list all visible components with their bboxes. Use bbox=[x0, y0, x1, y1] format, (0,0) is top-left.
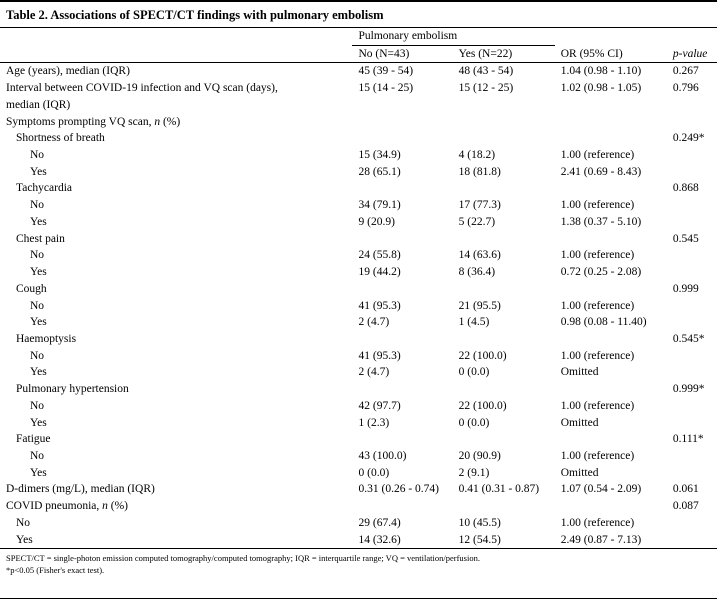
cell-yes: 4 (18.2) bbox=[458, 149, 496, 162]
cell-p bbox=[667, 314, 717, 331]
cell-yes bbox=[453, 281, 555, 298]
cell-yes: 8 (36.4) bbox=[458, 266, 496, 279]
cell-yes bbox=[453, 231, 555, 248]
cell-p bbox=[667, 298, 717, 315]
cell-no: 19 (44.2) bbox=[358, 266, 401, 279]
table-row bbox=[0, 164, 717, 181]
table-row bbox=[0, 80, 717, 97]
cell-p bbox=[667, 247, 717, 264]
column-header-no: No (N=43) bbox=[358, 47, 410, 60]
cell-yes: 22 (100.0) bbox=[458, 399, 507, 412]
cell-or: Omitted bbox=[560, 416, 599, 429]
stat-notation: n bbox=[154, 115, 161, 128]
row-label: Yes bbox=[30, 165, 47, 178]
row-label: Yes bbox=[30, 416, 47, 429]
cell-p bbox=[667, 97, 717, 114]
cell-no: 34 (79.1) bbox=[358, 199, 401, 212]
cell-yes: 0 (0.0) bbox=[458, 416, 490, 429]
row-label: No bbox=[16, 516, 31, 529]
cell-yes bbox=[453, 114, 555, 131]
row-label: No bbox=[30, 349, 45, 362]
table-row bbox=[0, 197, 717, 214]
cell-yes bbox=[453, 97, 555, 114]
results-table bbox=[0, 28, 717, 548]
cell-p bbox=[667, 515, 717, 532]
row-label: Pulmonary hypertension bbox=[16, 383, 129, 396]
cell-no: 41 (95.3) bbox=[358, 299, 401, 312]
row-label: Yes bbox=[30, 366, 47, 379]
cell-no: 0.31 (0.26 - 0.74) bbox=[358, 483, 439, 496]
table-row bbox=[0, 247, 717, 264]
cell-p bbox=[667, 348, 717, 365]
cell-or: Omitted bbox=[560, 466, 599, 479]
cell-p bbox=[667, 448, 717, 465]
cell-or: 1.00 (reference) bbox=[560, 299, 635, 312]
cell-p bbox=[667, 465, 717, 482]
cell-or: 1.00 (reference) bbox=[560, 199, 635, 212]
table-row bbox=[0, 97, 717, 114]
cell-no bbox=[352, 130, 452, 147]
cell-p bbox=[667, 214, 717, 231]
cell-p: 0.545 bbox=[672, 232, 699, 245]
row-label: Yes bbox=[30, 466, 47, 479]
table-row bbox=[0, 130, 717, 147]
group-header-blank-or bbox=[555, 28, 667, 45]
table-row bbox=[0, 381, 717, 398]
cell-or bbox=[555, 97, 667, 114]
cell-or: 1.04 (0.98 - 1.10) bbox=[560, 65, 642, 78]
cell-no bbox=[352, 381, 452, 398]
table-row bbox=[0, 532, 717, 549]
row-label: Cough bbox=[16, 282, 47, 295]
table-body bbox=[0, 63, 717, 548]
cell-p: 0.061 bbox=[672, 483, 699, 496]
table-row bbox=[0, 415, 717, 432]
cell-p bbox=[667, 264, 717, 281]
row-label: Yes bbox=[30, 266, 47, 279]
table-row bbox=[0, 448, 717, 465]
cell-yes: 22 (100.0) bbox=[458, 349, 507, 362]
footnote-significance: *p<0.05 (Fisher's exact test). bbox=[6, 564, 105, 575]
cell-no: 28 (65.1) bbox=[358, 165, 401, 178]
column-header-label bbox=[0, 46, 352, 63]
row-label: Tachycardia bbox=[16, 182, 73, 195]
cell-p: 0.087 bbox=[672, 500, 699, 513]
cell-or bbox=[555, 180, 667, 197]
table-row bbox=[0, 281, 717, 298]
group-header-blank-p bbox=[667, 28, 717, 45]
group-header-blank bbox=[0, 28, 352, 45]
cell-no bbox=[352, 180, 452, 197]
cell-no: 14 (32.6) bbox=[358, 533, 401, 546]
cell-or bbox=[555, 114, 667, 131]
table-head bbox=[0, 28, 717, 63]
table-row bbox=[0, 398, 717, 415]
cell-p bbox=[667, 114, 717, 131]
cell-no: 2 (4.7) bbox=[358, 366, 390, 379]
footnote-abbreviations: SPECT/CT = single-photon emission computed tomography/computed tomography; IQR = interquartile range; VQ = ventilation/perfusion. bbox=[6, 553, 480, 564]
cell-p: 0.545* bbox=[672, 332, 705, 345]
cell-or: 1.00 (reference) bbox=[560, 516, 635, 529]
cell-yes: 12 (54.5) bbox=[458, 533, 501, 546]
cell-or: 2.41 (0.69 - 8.43) bbox=[560, 165, 642, 178]
row-label: D-dimers (mg/L), median (IQR) bbox=[6, 483, 155, 496]
table-row bbox=[0, 465, 717, 482]
cell-or bbox=[555, 130, 667, 147]
table-row bbox=[0, 314, 717, 331]
table-row bbox=[0, 364, 717, 381]
cell-yes: 17 (77.3) bbox=[458, 199, 501, 212]
group-header-row bbox=[0, 28, 717, 45]
cell-or: 1.00 (reference) bbox=[560, 349, 635, 362]
column-header-or: OR (95% CI) bbox=[560, 47, 623, 60]
cell-or: 1.00 (reference) bbox=[560, 249, 635, 262]
cell-yes: 10 (45.5) bbox=[458, 516, 501, 529]
cell-no: 45 (39 - 54) bbox=[358, 65, 414, 78]
row-label: Chest pain bbox=[16, 232, 65, 245]
cell-or: 1.00 (reference) bbox=[560, 149, 635, 162]
cell-p bbox=[667, 398, 717, 415]
cell-no bbox=[352, 331, 452, 348]
table-row bbox=[0, 214, 717, 231]
cell-or: 0.72 (0.25 - 2.08) bbox=[560, 266, 642, 279]
row-label: Yes bbox=[16, 533, 33, 546]
cell-or: 1.02 (0.98 - 1.05) bbox=[560, 82, 642, 95]
cell-or: 1.07 (0.54 - 2.09) bbox=[560, 483, 642, 496]
row-label: Fatigue bbox=[16, 433, 51, 446]
row-label: median (IQR) bbox=[6, 98, 71, 111]
table-row bbox=[0, 147, 717, 164]
cell-or: Omitted bbox=[560, 366, 599, 379]
cell-yes bbox=[453, 431, 555, 448]
cell-no: 1 (2.3) bbox=[358, 416, 390, 429]
table-row bbox=[0, 114, 717, 131]
table-row bbox=[0, 431, 717, 448]
cell-yes: 5 (22.7) bbox=[458, 215, 496, 228]
cell-or bbox=[555, 331, 667, 348]
cell-or bbox=[555, 431, 667, 448]
row-label: Interval between COVID-19 infection and VQ scan (days), bbox=[6, 82, 278, 95]
cell-p bbox=[667, 197, 717, 214]
cell-p bbox=[667, 532, 717, 549]
cell-or bbox=[555, 381, 667, 398]
cell-or bbox=[555, 498, 667, 515]
row-label: Haemoptysis bbox=[16, 332, 77, 345]
row-label: Yes bbox=[30, 316, 47, 329]
stat-notation: n bbox=[102, 500, 108, 513]
cell-no bbox=[352, 498, 452, 515]
table-row bbox=[0, 498, 717, 515]
cell-yes: 1 (4.5) bbox=[458, 316, 490, 329]
cell-no bbox=[352, 114, 452, 131]
footnotes bbox=[0, 549, 717, 576]
cell-or: 2.49 (0.87 - 7.13) bbox=[560, 533, 642, 546]
cell-no: 0 (0.0) bbox=[358, 466, 390, 479]
row-label: No bbox=[30, 199, 45, 212]
cell-or bbox=[555, 281, 667, 298]
row-label: No bbox=[30, 149, 45, 162]
cell-p: 0.868 bbox=[672, 182, 699, 195]
cell-yes bbox=[453, 331, 555, 348]
cell-yes bbox=[453, 130, 555, 147]
cell-yes: 14 (63.6) bbox=[458, 249, 501, 262]
cell-yes bbox=[453, 180, 555, 197]
row-label: No bbox=[30, 449, 45, 462]
cell-p bbox=[667, 364, 717, 381]
cell-yes: 0.41 (0.31 - 0.87) bbox=[458, 483, 540, 496]
cell-yes: 20 (90.9) bbox=[458, 449, 501, 462]
cell-or bbox=[555, 231, 667, 248]
cell-or: 0.98 (0.08 - 11.40) bbox=[560, 316, 647, 329]
cell-no: 15 (14 - 25) bbox=[358, 82, 414, 95]
cell-or: 1.00 (reference) bbox=[560, 449, 635, 462]
cell-no: 41 (95.3) bbox=[358, 349, 401, 362]
cell-or: 1.38 (0.37 - 5.10) bbox=[560, 215, 642, 228]
cell-no: 24 (55.8) bbox=[358, 249, 401, 262]
table-row bbox=[0, 331, 717, 348]
table-row bbox=[0, 348, 717, 365]
cell-no: 43 (100.0) bbox=[358, 449, 407, 462]
row-label: No bbox=[30, 299, 45, 312]
cell-no bbox=[352, 431, 452, 448]
cell-yes: 48 (43 - 54) bbox=[458, 65, 514, 78]
row-label: COVID pneumonia, n (%) bbox=[6, 500, 129, 513]
cell-no bbox=[352, 231, 452, 248]
cell-or: 1.00 (reference) bbox=[560, 399, 635, 412]
column-header-row bbox=[0, 46, 717, 63]
table-row bbox=[0, 231, 717, 248]
cell-no: 2 (4.7) bbox=[358, 316, 390, 329]
cell-yes: 2 (9.1) bbox=[458, 466, 490, 479]
cell-yes: 15 (12 - 25) bbox=[458, 82, 514, 95]
column-header-yes: Yes (N=22) bbox=[458, 47, 513, 60]
cell-yes: 18 (81.8) bbox=[458, 165, 501, 178]
cell-yes: 21 (95.5) bbox=[458, 299, 501, 312]
cell-no: 9 (20.9) bbox=[358, 215, 395, 228]
table-row bbox=[0, 264, 717, 281]
cell-p bbox=[667, 164, 717, 181]
cell-no: 42 (97.7) bbox=[358, 399, 401, 412]
cell-no bbox=[352, 97, 452, 114]
cell-p bbox=[667, 415, 717, 432]
cell-p: 0.796 bbox=[672, 82, 699, 95]
row-label: Yes bbox=[30, 215, 47, 228]
cell-p bbox=[667, 147, 717, 164]
table-row bbox=[0, 298, 717, 315]
cell-yes bbox=[453, 498, 555, 515]
row-label: Symptoms prompting VQ scan, n (%) bbox=[6, 115, 181, 128]
row-label: Shortness of breath bbox=[16, 132, 105, 145]
cell-p: 0.999* bbox=[672, 383, 705, 396]
cell-p: 0.111* bbox=[672, 433, 704, 446]
cell-yes: 0 (0.0) bbox=[458, 366, 490, 379]
cell-yes bbox=[453, 381, 555, 398]
table-title: Table 2. Associations of SPECT/CT findings with pulmonary embolism bbox=[6, 8, 384, 22]
row-label: No bbox=[30, 249, 45, 262]
table-row bbox=[0, 180, 717, 197]
cell-no: 29 (67.4) bbox=[358, 516, 401, 529]
column-header-pvalue: p-value bbox=[672, 47, 708, 60]
table-row bbox=[0, 63, 717, 80]
table-row bbox=[0, 481, 717, 498]
row-label: No bbox=[30, 399, 45, 412]
table-row bbox=[0, 515, 717, 532]
cell-no: 15 (34.9) bbox=[358, 149, 401, 162]
cell-p: 0.999 bbox=[672, 282, 699, 295]
cell-no bbox=[352, 281, 452, 298]
row-label: Age (years), median (IQR) bbox=[6, 65, 130, 78]
group-header-pulmonary-embolism: Pulmonary embolism bbox=[358, 30, 458, 42]
cell-p: 0.249* bbox=[672, 132, 705, 145]
cell-p: 0.267 bbox=[672, 65, 699, 78]
